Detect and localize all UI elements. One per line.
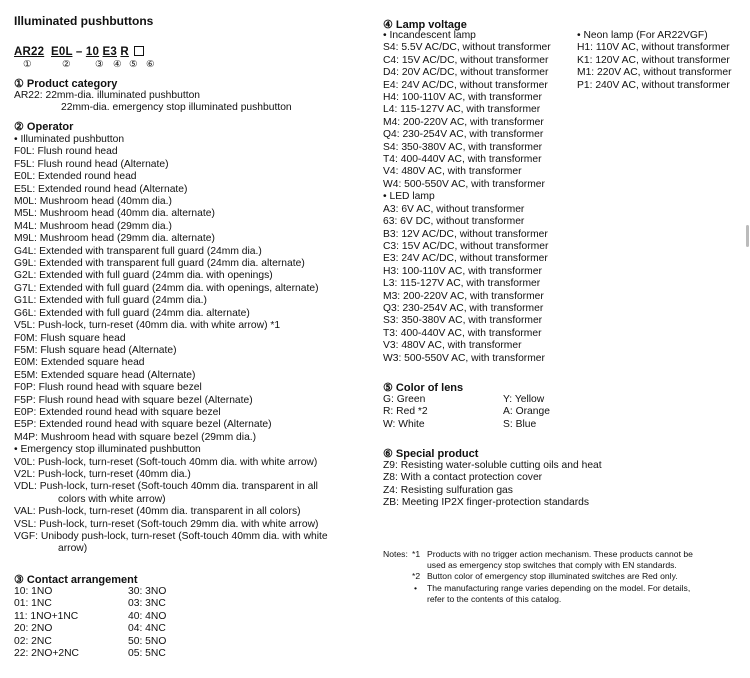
list-item: ZB: Meeting IP2X finger-protection standards bbox=[383, 497, 590, 509]
list-item: M0L: Mushroom head (40mm dia.) bbox=[14, 196, 172, 208]
list-item: M1: 220V AC, without transformer bbox=[577, 67, 732, 79]
list-item: • Emergency stop illuminated pushbutton bbox=[14, 444, 201, 456]
list-item: B3: 12V AC/DC, without transformer bbox=[383, 228, 548, 240]
list-item: 04: 4NC bbox=[128, 623, 166, 635]
list-item: arrow) bbox=[58, 543, 88, 555]
note-1-mark: *1 bbox=[412, 549, 421, 559]
list-item: P1: 240V AC, without transformer bbox=[577, 79, 730, 91]
code-part-operator: E0L bbox=[51, 46, 73, 58]
list-item: S: Blue bbox=[503, 418, 537, 430]
list-item: V2L: Push-lock, turn-reset (40mm dia.) bbox=[14, 468, 191, 480]
list-item: VSL: Push-lock, turn-reset (Soft-touch 29mm dia. with white arrow) bbox=[14, 518, 319, 530]
model-code bbox=[14, 46, 144, 58]
list-item: 11: 1NO+1NC bbox=[14, 610, 79, 622]
list-item: Q3: 230-254V AC, with transformer bbox=[383, 302, 544, 314]
special-product-list bbox=[383, 460, 602, 510]
list-item: Z8: With a contact protection cover bbox=[383, 472, 543, 484]
list-item: F5P: Flush round head with square bezel (Alternate) bbox=[14, 394, 253, 406]
list-item: E0M: Extended square head bbox=[14, 357, 145, 369]
list-item: 40: 4NO bbox=[128, 610, 167, 622]
note-2-mark: *2 bbox=[412, 571, 421, 581]
list-item: S3: 350-380V AC, with transformer bbox=[383, 315, 543, 327]
list-item: E0P: Extended round head with square bezel bbox=[14, 406, 221, 418]
list-item: Z4: Resisting sulfuration gas bbox=[383, 484, 513, 496]
special-product-heading: ⑥ Special product bbox=[383, 448, 479, 460]
list-item: V0L: Push-lock, turn-reset (Soft-touch 40mm dia. with white arrow) bbox=[14, 456, 318, 468]
list-item: 10: 1NO bbox=[14, 586, 53, 597]
incandescent-title: • Incandescent lamp bbox=[383, 30, 476, 41]
neon-title: • Neon lamp (For AR22VGF) bbox=[577, 30, 708, 41]
list-item: colors with white arrow) bbox=[58, 493, 166, 505]
list-item: W4: 500-550V AC, with transformer bbox=[383, 178, 545, 190]
operator-list bbox=[14, 134, 328, 556]
code-num-4: ④ bbox=[113, 59, 122, 70]
list-item: H4: 100-110V AC, with transformer bbox=[383, 92, 542, 104]
list-item: M4: 200-220V AC, with transformer bbox=[383, 116, 544, 128]
list-item: E5L: Extended round head (Alternate) bbox=[14, 183, 188, 195]
list-item: L3: 115-127V AC, with transformer bbox=[383, 278, 541, 290]
note-line: Products with no trigger action mechanism. These products cannot be bbox=[427, 549, 693, 559]
note-3-mark: • bbox=[414, 583, 418, 593]
lamp-voltage-heading: ④ Lamp voltage bbox=[383, 19, 467, 31]
code-num-5: ⑤ bbox=[129, 59, 138, 70]
code-num-3: ③ bbox=[95, 59, 104, 70]
neon-list bbox=[577, 30, 732, 92]
list-item: G9L: Extended with transparent full guard (24mm dia. alternate) bbox=[14, 258, 305, 270]
list-item: G: Green bbox=[383, 394, 426, 405]
list-item: W: White bbox=[383, 418, 425, 430]
list-item: H3: 100-110V AC, with transformer bbox=[383, 265, 542, 277]
list-item: VDL: Push-lock, turn-reset (Soft-touch 40mm dia. transparent in all bbox=[14, 481, 318, 493]
contact-list-left bbox=[14, 586, 79, 660]
code-part-voltage: E3 bbox=[102, 46, 117, 58]
lens-color-right bbox=[503, 394, 550, 431]
list-item: G7L: Extended with full guard (24mm dia. with openings, alternate) bbox=[14, 282, 319, 294]
product-category-list bbox=[14, 90, 292, 115]
list-item: G6L: Extended with full guard (24mm dia. alternate) bbox=[14, 307, 250, 319]
code-num-2: ② bbox=[62, 59, 71, 70]
note-3-text bbox=[427, 583, 690, 604]
list-item: G2L: Extended with full guard (24mm dia. with openings) bbox=[14, 270, 273, 282]
list-item: T3: 400-440V AC, with transformer bbox=[383, 327, 542, 339]
list-item: D4: 20V AC/DC, without transformer bbox=[383, 67, 549, 79]
list-item: A: Orange bbox=[503, 406, 550, 418]
list-item: A3: 6V AC, without transformer bbox=[383, 203, 525, 215]
lens-color-heading: ⑤ Color of lens bbox=[383, 382, 464, 394]
operator-heading: ② Operator bbox=[14, 121, 74, 133]
list-item: E3: 24V AC/DC, without transformer bbox=[383, 253, 548, 265]
list-item: V3: 480V AC, with transformer bbox=[383, 340, 522, 352]
lens-color-left bbox=[383, 394, 428, 431]
note-line: refer to the contents of this catalog. bbox=[427, 593, 562, 604]
list-item: M4P: Mushroom head with square bezel (29mm dia.) bbox=[14, 431, 257, 443]
list-item: M9L: Mushroom head (29mm dia. alternate) bbox=[14, 233, 215, 245]
list-item: 01: 1NC bbox=[14, 598, 52, 610]
product-category-line: 22mm-dia. emergency stop illuminated pushbutton bbox=[61, 102, 292, 114]
list-item: S4: 350-380V AC, with transformer bbox=[383, 141, 543, 153]
notes-label: Notes: bbox=[383, 549, 408, 559]
incandescent-list bbox=[383, 30, 551, 365]
code-part-contact: 10 bbox=[85, 46, 100, 58]
code-part-series: AR22 bbox=[14, 46, 45, 58]
list-item: VGF: Unibody push-lock, turn-reset (Soft-touch 40mm dia. with white bbox=[14, 531, 328, 542]
list-item: H1: 110V AC, without transformer bbox=[577, 42, 730, 54]
note-1-text bbox=[427, 549, 693, 570]
list-item: C3: 15V AC/DC, without transformer bbox=[383, 240, 549, 252]
list-item: 50: 5NO bbox=[128, 635, 167, 647]
code-num-1: ① bbox=[23, 59, 32, 70]
product-category-line: AR22: 22mm-dia. illuminated pushbutton bbox=[14, 90, 201, 101]
note-line: used as emergency stop switches that comply with EN standards. bbox=[427, 559, 677, 570]
list-item: F0P: Flush round head with square bezel bbox=[14, 382, 202, 394]
code-num-6: ⑥ bbox=[146, 59, 155, 70]
list-item: T4: 400-440V AC, with transformer bbox=[383, 154, 542, 166]
list-item: F5M: Flush square head (Alternate) bbox=[14, 344, 177, 356]
list-item: VAL: Push-lock, turn-reset (40mm dia. transparent in all colors) bbox=[14, 506, 301, 518]
list-item: M5L: Mushroom head (40mm dia. alternate) bbox=[14, 208, 215, 220]
list-item: Y: Yellow bbox=[503, 394, 545, 405]
list-item: E5M: Extended square head (Alternate) bbox=[14, 369, 196, 381]
list-item: 63: 6V DC, without transformer bbox=[383, 216, 525, 228]
led-title: • LED lamp bbox=[383, 191, 435, 203]
contact-arrangement-heading: ③ Contact arrangement bbox=[14, 574, 138, 586]
code-part-color: R bbox=[120, 46, 129, 58]
list-item: Z9: Resisting water-soluble cutting oils and heat bbox=[383, 460, 602, 471]
contact-list-right bbox=[128, 586, 166, 660]
list-item: G4L: Extended with transparent full guard (24mm dia.) bbox=[14, 245, 262, 257]
list-item: Q4: 230-254V AC, with transformer bbox=[383, 129, 544, 141]
list-item: 20: 2NO bbox=[14, 623, 53, 635]
list-item: 02: 2NC bbox=[14, 635, 52, 647]
list-item: G1L: Extended with full guard (24mm dia.) bbox=[14, 295, 207, 307]
list-item: W3: 500-550V AC, with transformer bbox=[383, 352, 545, 364]
list-item: F5L: Flush round head (Alternate) bbox=[14, 158, 169, 170]
list-item: V4: 480V AC, with transformer bbox=[383, 166, 522, 178]
note-2-text: Button color of emergency stop illuminated switches are Red only. bbox=[427, 571, 678, 581]
scrollbar-thumb[interactable] bbox=[746, 225, 749, 247]
list-item: S4: 5.5V AC/DC, without transformer bbox=[383, 42, 551, 54]
list-item: M3: 200-220V AC, with transformer bbox=[383, 290, 544, 302]
list-item: V5L: Push-lock, turn-reset (40mm dia. with white arrow) *1 bbox=[14, 320, 281, 332]
list-item: 22: 2NO+2NC bbox=[14, 648, 79, 660]
list-item: K1: 120V AC, without transformer bbox=[577, 54, 730, 66]
page-title: Illuminated pushbuttons bbox=[14, 14, 154, 28]
list-item: C4: 15V AC/DC, without transformer bbox=[383, 54, 549, 66]
list-item: • Illuminated pushbutton bbox=[14, 134, 125, 145]
list-item: L4: 115-127V AC, with transformer bbox=[383, 104, 541, 116]
list-item: R: Red *2 bbox=[383, 406, 428, 418]
list-item: E4: 24V AC/DC, without transformer bbox=[383, 79, 548, 91]
list-item: F0M: Flush square head bbox=[14, 332, 126, 344]
note-line: The manufacturing range varies depending on the model. For details, bbox=[427, 583, 691, 593]
product-category-heading: ① Product category bbox=[14, 78, 118, 90]
list-item: E0L: Extended round head bbox=[14, 171, 137, 183]
list-item: 05: 5NC bbox=[128, 648, 166, 660]
code-dash: – bbox=[75, 46, 83, 58]
list-item: 03: 3NC bbox=[128, 598, 166, 610]
list-item: M4L: Mushroom head (29mm dia.) bbox=[14, 220, 172, 232]
list-item: E5P: Extended round head with square bezel (Alternate) bbox=[14, 419, 272, 431]
list-item: F0L: Flush round head bbox=[14, 146, 118, 158]
code-special-box bbox=[134, 46, 144, 56]
list-item: 30: 3NO bbox=[128, 586, 167, 597]
